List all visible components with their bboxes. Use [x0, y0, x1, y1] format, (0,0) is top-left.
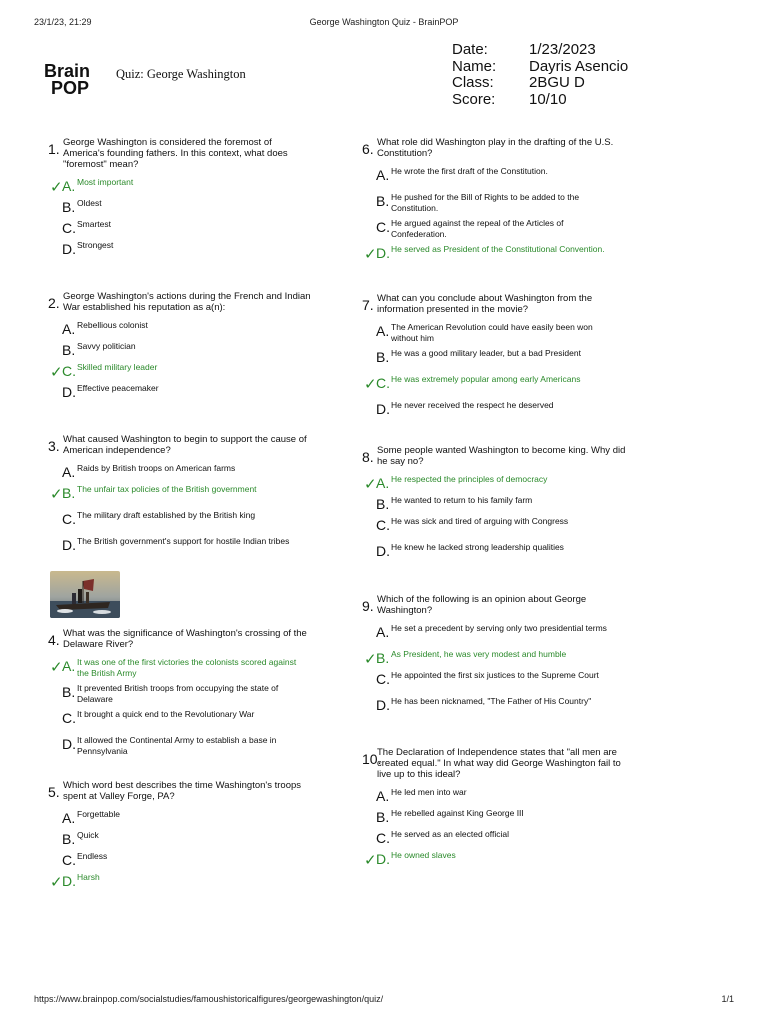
option-text: Effective peacemaker [77, 383, 159, 393]
option-letter: C. [376, 671, 390, 687]
option-letter: C. [62, 220, 76, 236]
question-number: 10. [362, 751, 382, 767]
answer-options [360, 786, 650, 870]
print-page-title: George Washington Quiz - BrainPOP [309, 17, 459, 27]
option-text: The American Revolution could have easily been won without him [391, 322, 593, 343]
option-text: He appointed the first six justices to the Supreme Court [391, 670, 599, 680]
info-value: 2BGU D [529, 74, 585, 91]
option-text: Rebellious colonist [77, 320, 148, 330]
quiz-question [360, 445, 650, 567]
checkmark-icon: ✓ [50, 364, 63, 381]
answer-option [46, 656, 336, 682]
option-text: Forgettable [77, 809, 120, 819]
info-value: Dayris Asencio [529, 57, 629, 75]
checkmark-icon: ✓ [364, 246, 377, 263]
option-text: Strongest [77, 240, 114, 250]
questions-left-column [46, 137, 336, 892]
answer-option [46, 462, 336, 483]
answer-option [360, 648, 650, 669]
option-letter: A. [376, 475, 390, 491]
answer-option [360, 541, 650, 567]
answer-options [360, 321, 650, 420]
option-text: It brought a quick end to the Revolutionary War [77, 709, 255, 719]
print-datetime: 23/1/23, 21:29 [34, 17, 92, 27]
answer-options [46, 462, 336, 561]
answer-option [360, 473, 650, 494]
option-text: He has been nicknamed, "The Father of His Country" [391, 696, 592, 706]
option-letter: D. [376, 401, 390, 417]
option-letter: D. [376, 543, 390, 559]
info-value: 1/23/2023 [529, 41, 596, 58]
info-label: Score: [452, 90, 496, 108]
student-info [452, 42, 628, 108]
answer-option [46, 509, 336, 535]
option-letter: C. [376, 375, 390, 391]
quiz-title: Quiz: George Washington [116, 67, 246, 81]
option-text: Endless [77, 851, 108, 861]
option-text: He wanted to return to his family farm [391, 495, 533, 505]
option-letter: D. [376, 245, 390, 261]
answer-option [46, 829, 336, 850]
option-letter: A. [62, 658, 76, 674]
question-number: 5. [48, 784, 60, 800]
question-number: 8. [362, 449, 374, 465]
answer-option [360, 622, 650, 648]
answer-option [46, 734, 336, 760]
print-header [34, 17, 734, 27]
info-row [452, 42, 628, 59]
option-letter: D. [62, 537, 76, 553]
option-letter: C. [376, 517, 390, 533]
answer-option [360, 828, 650, 849]
info-label: Class: [452, 74, 494, 91]
question-number: 4. [48, 632, 60, 648]
option-text: As President, he was very modest and humble [391, 649, 567, 659]
answer-option [46, 239, 336, 260]
option-text: Skilled military leader [77, 362, 158, 372]
print-page-number: 1/1 [721, 994, 734, 1004]
info-row [452, 92, 628, 109]
option-letter: B. [62, 342, 76, 358]
option-text: He led men into war [391, 787, 467, 797]
option-letter: B. [62, 485, 76, 501]
question-number: 6. [362, 141, 374, 157]
option-text: He rebelled against King George III [391, 808, 524, 818]
option-text: Smartest [77, 219, 112, 229]
question-number: 9. [362, 598, 374, 614]
question-number: 2. [48, 295, 60, 311]
option-letter: D. [62, 241, 76, 257]
answer-option [46, 483, 336, 509]
option-text: The unfair tax policies of the British government [77, 484, 257, 494]
option-letter: D. [376, 851, 390, 867]
question-text: What was the significance of Washington's crossing of the Delaware River? [63, 628, 307, 650]
option-text: Most important [77, 177, 134, 187]
question-text: Some people wanted Washington to become king. Why did he say no? [377, 445, 626, 467]
option-text: The British government's support for hostile Indian tribes [77, 536, 290, 546]
answer-option [360, 347, 650, 373]
checkmark-icon: ✓ [50, 874, 63, 891]
option-letter: B. [376, 496, 390, 512]
quiz-question [46, 780, 336, 892]
option-text: Savvy politician [77, 341, 136, 351]
option-letter: A. [376, 624, 390, 640]
option-text: It was one of the first victories the colonists scored against the British Army [77, 657, 297, 678]
answer-option [46, 682, 336, 708]
question-text: George Washington is considered the foremost of America's founding fathers. In this context, what does "foremost" mean? [63, 137, 288, 170]
option-text: Harsh [77, 872, 100, 882]
question-text: What role did Washington play in the drafting of the U.S. Constitution? [377, 137, 614, 159]
question-number: 1. [48, 141, 60, 157]
answer-option [360, 191, 650, 217]
print-url: https://www.brainpop.com/socialstudies/famoushistoricalfigures/georgewashington/quiz/ [34, 994, 384, 1004]
option-letter: B. [62, 199, 76, 215]
answer-option [46, 850, 336, 871]
questions-right-column [360, 137, 650, 870]
option-text: He owned slaves [391, 850, 456, 860]
quiz-question [360, 594, 650, 721]
delaware-crossing-image [50, 571, 120, 618]
option-letter: B. [376, 650, 390, 666]
question-text: What caused Washington to begin to support the cause of American independence? [63, 434, 307, 456]
answer-option [46, 808, 336, 829]
option-letter: D. [376, 697, 390, 713]
answer-option [46, 535, 336, 561]
answer-options [46, 176, 336, 260]
option-letter: B. [376, 809, 390, 825]
checkmark-icon: ✓ [50, 486, 63, 503]
option-letter: D. [62, 736, 76, 752]
answer-options [46, 319, 336, 403]
question-text: The Declaration of Independence states that "all men are created equal." In what way did George Washington fail to live up to this ideal? [377, 747, 621, 780]
quiz-question [360, 293, 650, 420]
option-letter: B. [62, 684, 76, 700]
brainpop-logo [44, 61, 114, 97]
info-label: Name: [452, 57, 497, 75]
option-letter: A. [62, 464, 76, 480]
answer-option [360, 807, 650, 828]
option-letter: C. [376, 219, 390, 235]
quiz-question [360, 137, 650, 269]
option-letter: A. [376, 323, 390, 339]
option-letter: A. [376, 167, 390, 183]
checkmark-icon: ✓ [364, 376, 377, 393]
answer-option [360, 669, 650, 695]
quiz-question [46, 137, 336, 260]
question-text: Which word best describes the time Washington's troops spent at Valley Forge, PA? [63, 780, 302, 802]
quiz-question [360, 747, 650, 870]
print-footer [34, 994, 734, 1004]
option-letter: C. [376, 830, 390, 846]
option-letter: C. [62, 511, 76, 527]
quiz-question [46, 291, 336, 403]
answer-option [46, 319, 336, 340]
option-text: He served as an elected official [391, 829, 509, 839]
answer-options [360, 622, 650, 721]
answer-option [360, 321, 650, 347]
checkmark-icon: ✓ [50, 659, 63, 676]
option-letter: C. [62, 363, 76, 379]
answer-option [46, 871, 336, 892]
brainpop-logo-icon [44, 61, 114, 97]
option-text: He argued against the repeal of the Articles of Confederation. [391, 218, 564, 239]
answer-option [360, 786, 650, 807]
answer-option [46, 340, 336, 361]
answer-options [360, 165, 650, 269]
option-text: He was extremely popular among early Americans [391, 374, 581, 384]
option-letter: A. [62, 810, 76, 826]
answer-option [46, 382, 336, 403]
info-value: 10/10 [529, 90, 567, 108]
option-text: The military draft established by the British king [77, 510, 256, 520]
checkmark-icon: ✓ [50, 179, 63, 196]
info-label: Date: [452, 41, 488, 58]
question-text: Which of the following is an opinion about George Washington? [377, 594, 587, 616]
option-letter: A. [62, 178, 76, 194]
answer-option [360, 515, 650, 541]
option-letter: B. [376, 193, 390, 209]
option-text: He was a good military leader, but a bad President [391, 348, 581, 358]
answer-option [360, 243, 650, 269]
answer-option [360, 695, 650, 721]
option-text: He set a precedent by serving only two presidential terms [391, 623, 607, 633]
option-letter: D. [62, 873, 76, 889]
option-text: He wrote the first draft of the Constitution. [391, 166, 548, 176]
question-number: 7. [362, 297, 374, 313]
question-text: What can you conclude about Washington from the information presented in the movie? [377, 293, 593, 315]
answer-option [360, 373, 650, 399]
option-letter: B. [376, 349, 390, 365]
answer-option [360, 217, 650, 243]
answer-option [46, 218, 336, 239]
option-text: Oldest [77, 198, 102, 208]
option-text: He served as President of the Constitutional Convention. [391, 244, 605, 254]
option-letter: A. [62, 321, 76, 337]
answer-option [360, 849, 650, 870]
answer-option [46, 197, 336, 218]
quiz-question [46, 434, 336, 561]
option-letter: D. [62, 384, 76, 400]
info-row [452, 59, 628, 76]
option-letter: B. [62, 831, 76, 847]
checkmark-icon: ✓ [364, 476, 377, 493]
answer-options [46, 808, 336, 892]
answer-option [46, 708, 336, 734]
checkmark-icon: ✓ [364, 852, 377, 869]
option-text: He pushed for the Bill of Rights to be added to the Constitution. [391, 192, 580, 213]
logo-line1: Brain [44, 61, 91, 81]
answer-option [360, 494, 650, 515]
question-text: George Washington's actions during the French and Indian War established his reputation as a(n): [63, 291, 311, 313]
option-letter: C. [62, 852, 76, 868]
question-number: 3. [48, 438, 60, 454]
answer-option [360, 399, 650, 420]
option-text: He was sick and tired of arguing with Congress [391, 516, 569, 526]
option-text: Raids by British troops on American farms [77, 463, 236, 473]
option-text: It allowed the Continental Army to establish a base in Pennsylvania [77, 735, 277, 756]
option-letter: C. [62, 710, 76, 726]
option-text: He knew he lacked strong leadership qualities [391, 542, 564, 552]
checkmark-icon: ✓ [364, 651, 377, 668]
answer-option [46, 176, 336, 197]
answer-options [46, 656, 336, 760]
quiz-question [46, 628, 336, 760]
option-text: Quick [77, 830, 99, 840]
option-text: He respected the principles of democracy [391, 474, 548, 484]
answer-options [360, 473, 650, 567]
option-text: He never received the respect he deserved [391, 400, 554, 410]
logo-line2: POP [51, 78, 90, 97]
answer-option [46, 361, 336, 382]
answer-option [360, 165, 650, 191]
info-row [452, 75, 628, 92]
option-text: It prevented British troops from occupying the state of Delaware [77, 683, 279, 704]
option-letter: A. [376, 788, 390, 804]
